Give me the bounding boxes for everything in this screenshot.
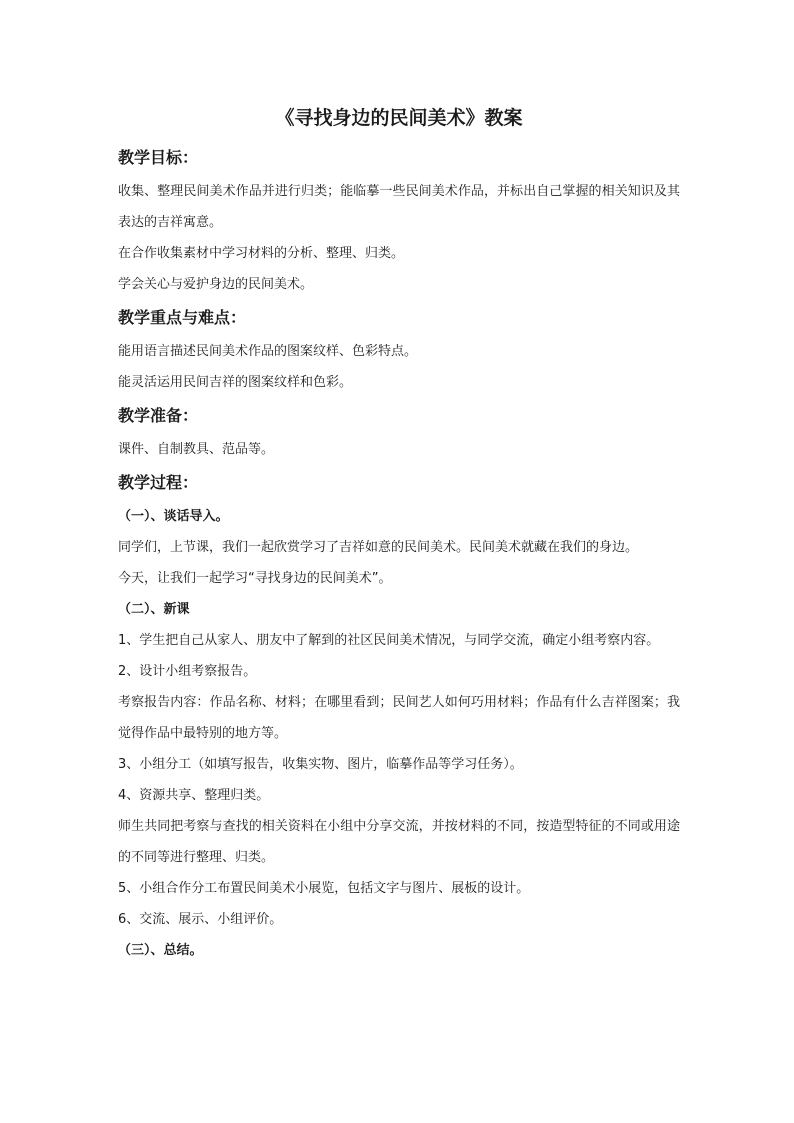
objective-paragraph: 收集、整理民间美术作品并进行归类；能临摹一些民间美术作品，并标出自己掌握的相关知识及其表达的吉祥寓意。 bbox=[118, 184, 680, 230]
key-point-paragraph: 能灵活运用民间吉祥的图案纹样和色彩。 bbox=[118, 375, 353, 390]
process-paragraph: 2、设计小组考察报告。 bbox=[118, 664, 257, 679]
heading-process: 教学过程： bbox=[118, 473, 199, 492]
document-page bbox=[118, 104, 680, 972]
section-objectives bbox=[118, 146, 680, 300]
process-paragraph: 3、小组分工（如填写报告，收集实物、图片，临摹作品等学习任务）。 bbox=[118, 757, 523, 772]
section-key-points bbox=[118, 306, 680, 398]
process-paragraph: 今天，让我们一起学习“寻找身边的民间美术”。 bbox=[118, 571, 392, 586]
process-paragraph: 师生共同把考察与查找的相关资料在小组中分享交流，并按材料的不同，按造型特征的不同或用途的不同等进行整理、归类。 bbox=[118, 819, 680, 865]
key-point-paragraph: 能用语言描述民间美术作品的图案纹样、色彩特点。 bbox=[118, 344, 418, 359]
document-title: 《寻找身边的民间美术》教案 bbox=[275, 107, 523, 129]
objective-paragraph: 在合作收集素材中学习材料的分析、整理、归类。 bbox=[118, 246, 405, 261]
section-preparation bbox=[118, 404, 680, 465]
process-part3-title: （三）、总结。 bbox=[118, 943, 203, 958]
process-paragraph: 5、小组合作分工布置民间美术小展览，包括文字与图片、展板的设计。 bbox=[118, 881, 530, 896]
process-paragraph: 4、资源共享、整理归类。 bbox=[118, 788, 270, 803]
process-part2-title: （二）、新课 bbox=[118, 602, 190, 617]
process-paragraph: 考察报告内容：作品名称、材料；在哪里看到；民间艺人如何巧用材料；作品有什么吉祥图案；我觉得作品中最特别的地方等。 bbox=[118, 695, 680, 741]
process-part1-title: （一）、谈话导入。 bbox=[118, 509, 229, 524]
section-process bbox=[118, 471, 680, 966]
preparation-paragraph: 课件、自制教具、范品等。 bbox=[118, 442, 275, 457]
heading-key-points: 教学重点与难点： bbox=[118, 308, 247, 327]
process-paragraph: 同学们，上节课，我们一起欣赏学习了吉祥如意的民间美术。民间美术就藏在我们的身边。 bbox=[118, 540, 639, 555]
process-paragraph: 1、学生把自己从家人、朋友中了解到的社区民间美术情况，与同学交流，确定小组考察内容。 bbox=[118, 633, 660, 648]
heading-preparation: 教学准备： bbox=[118, 406, 199, 425]
objective-paragraph: 学会关心与爱护身边的民间美术。 bbox=[118, 277, 314, 292]
process-paragraph: 6、交流、展示、小组评价。 bbox=[118, 912, 283, 927]
heading-objectives: 教学目标： bbox=[118, 148, 199, 167]
